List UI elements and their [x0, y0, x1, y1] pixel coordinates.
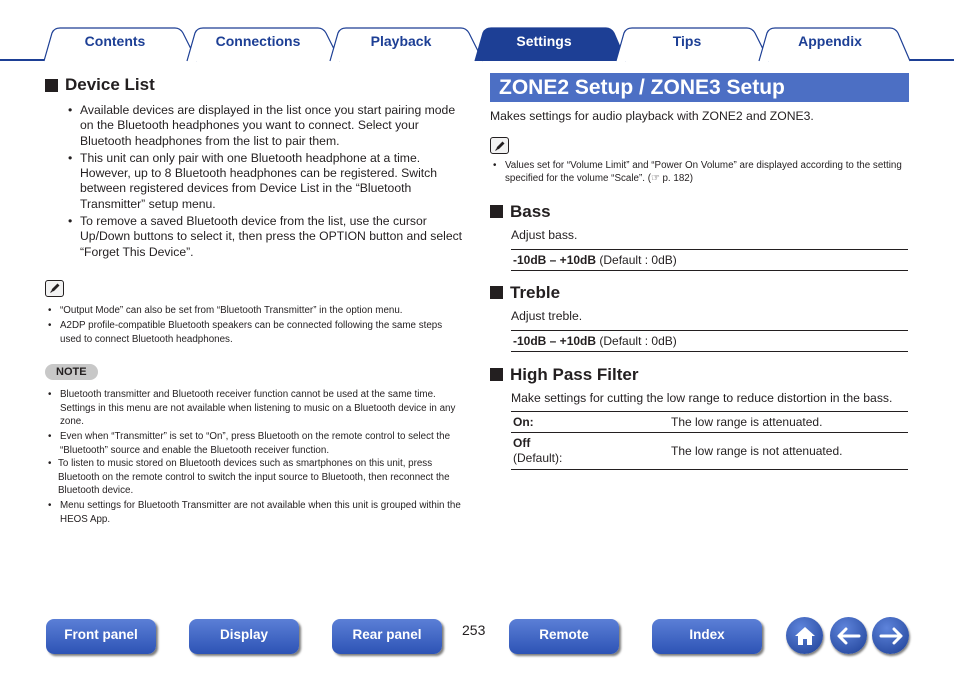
bass-desc: Adjust bass.: [511, 227, 578, 242]
default-value: (Default : 0dB): [599, 252, 677, 267]
page-number: 253: [462, 622, 486, 638]
forward-arrow-icon[interactable]: [872, 617, 909, 654]
pencil-icon: [45, 280, 64, 297]
table-row: [511, 330, 908, 351]
page-title: ZONE2 Setup / ZONE3 Setup: [490, 73, 909, 102]
tab-connections[interactable]: Connections: [215, 33, 301, 49]
memo-ref-open: (: [647, 173, 651, 185]
note-badge: NOTE: [45, 364, 98, 380]
square-bullet-icon: [490, 368, 503, 381]
treble-title: Treble: [510, 282, 561, 302]
option-value: The low range is attenuated.: [669, 411, 908, 432]
hpf-heading: [490, 365, 910, 385]
option-key: Off: [513, 435, 531, 450]
tab-tips[interactable]: Tips: [672, 33, 702, 49]
range-cell: [511, 330, 908, 351]
list-item: • Available devices are displayed in the list once you start pairing mode on the Bluetooth headphones you want to connect. Select your Bluetooth headphones from the list to pair them.: [68, 103, 465, 149]
range-value: -10dB – +10dB: [513, 252, 597, 267]
option-key-cell: [511, 432, 669, 469]
table-row: [511, 432, 908, 469]
bass-range-table: [511, 249, 908, 271]
square-bullet-icon: [45, 79, 58, 92]
tab-contents[interactable]: Contents: [84, 33, 146, 49]
tab-playback[interactable]: Playback: [370, 33, 432, 49]
note-section: [45, 362, 465, 380]
display-button[interactable]: Display: [189, 619, 299, 654]
default-value: (Default : 0dB): [599, 333, 677, 348]
device-list-title: Device List: [65, 75, 155, 94]
memo-text: Values set for “Volume Limit” and “Power On Volume” are displayed according to the setting specified for the volume “Scale”.: [505, 160, 902, 185]
memo-page-ref[interactable]: p. 182): [662, 173, 693, 185]
bass-heading: [490, 202, 910, 222]
back-arrow-icon[interactable]: [830, 617, 867, 654]
tab-appendix[interactable]: Appendix: [798, 33, 862, 49]
list-item: • “Output Mode” can also be set from “Bluetooth Transmitter” in the option menu.: [48, 304, 465, 317]
device-list-heading: [45, 75, 465, 95]
hpf-title: High Pass Filter: [510, 364, 639, 384]
remote-button[interactable]: Remote: [509, 619, 619, 654]
treble-heading: [490, 283, 910, 303]
hand-pointer-icon: ☞: [650, 173, 660, 185]
left-column: [45, 75, 465, 528]
memo-list: [48, 304, 465, 346]
device-list-bullets: [68, 103, 465, 260]
index-button[interactable]: Index: [652, 619, 762, 654]
list-item: • To remove a saved Bluetooth device from the list, use the cursor Up/Down buttons to select it, then press the OPTION button and select “Forget This Device”.: [68, 214, 465, 260]
range-value: -10dB – +10dB: [513, 333, 597, 348]
top-tab-bar: [0, 0, 954, 62]
list-item: • Even when “Transmitter” is set to “On”, press Bluetooth on the remote control to select the “Bluetooth” source and enable the Bluetooth receiver function.: [48, 430, 465, 457]
range-cell: [511, 249, 908, 270]
table-row: [511, 249, 908, 270]
list-item: • Bluetooth transmitter and Bluetooth receiver function cannot be used at the same time. Settings in this menu are not available when listening to music on a Bluetooth device in any zone.: [48, 388, 465, 428]
right-column: [490, 73, 910, 470]
tab-shapes: [0, 0, 954, 62]
option-value: The low range is not attenuated.: [669, 432, 908, 469]
table-row: [511, 411, 908, 432]
list-item-continuation: [48, 457, 465, 497]
treble-desc: Adjust treble.: [511, 308, 583, 323]
treble-range-table: [511, 330, 908, 352]
rear-panel-button[interactable]: Rear panel: [332, 619, 442, 654]
bass-title: Bass: [510, 201, 551, 221]
front-panel-button[interactable]: Front panel: [46, 619, 156, 654]
tab-settings[interactable]: Settings: [516, 33, 572, 49]
pencil-icon: [490, 137, 509, 154]
square-bullet-icon: [490, 286, 503, 299]
memo-list: [493, 159, 910, 186]
option-key-sub: (Default):: [513, 450, 563, 465]
continuation-text: To listen to music stored on Bluetooth devices such as smartphones on this unit, press Bluetooth on the remote control to switch the input source to Bluetooth, then reconnect the Bluetooth device.: [58, 458, 450, 497]
hpf-desc: Make settings for cutting the low range to reduce distortion in the bass.: [511, 390, 893, 405]
list-item: [493, 159, 910, 186]
intro-text: Makes settings for audio playback with ZONE2 and ZONE3.: [490, 109, 814, 123]
note-list: [48, 388, 465, 526]
hpf-table: [511, 411, 908, 470]
option-key: On:: [511, 411, 669, 432]
square-bullet-icon: [490, 205, 503, 218]
list-item: • This unit can only pair with one Bluetooth headphone at a time. However, up to 8 Bluetooth headphones can be registered. Switch between registered devices from Device List in the “Bluetooth Transmitter” setup menu.: [68, 151, 465, 212]
list-item: • Menu settings for Bluetooth Transmitter are not available when this unit is grouped within the HEOS App.: [48, 499, 465, 526]
list-item: • A2DP profile-compatible Bluetooth speakers can be connected following the same steps used to connect Bluetooth headphones.: [48, 319, 465, 346]
home-icon[interactable]: [786, 617, 823, 654]
